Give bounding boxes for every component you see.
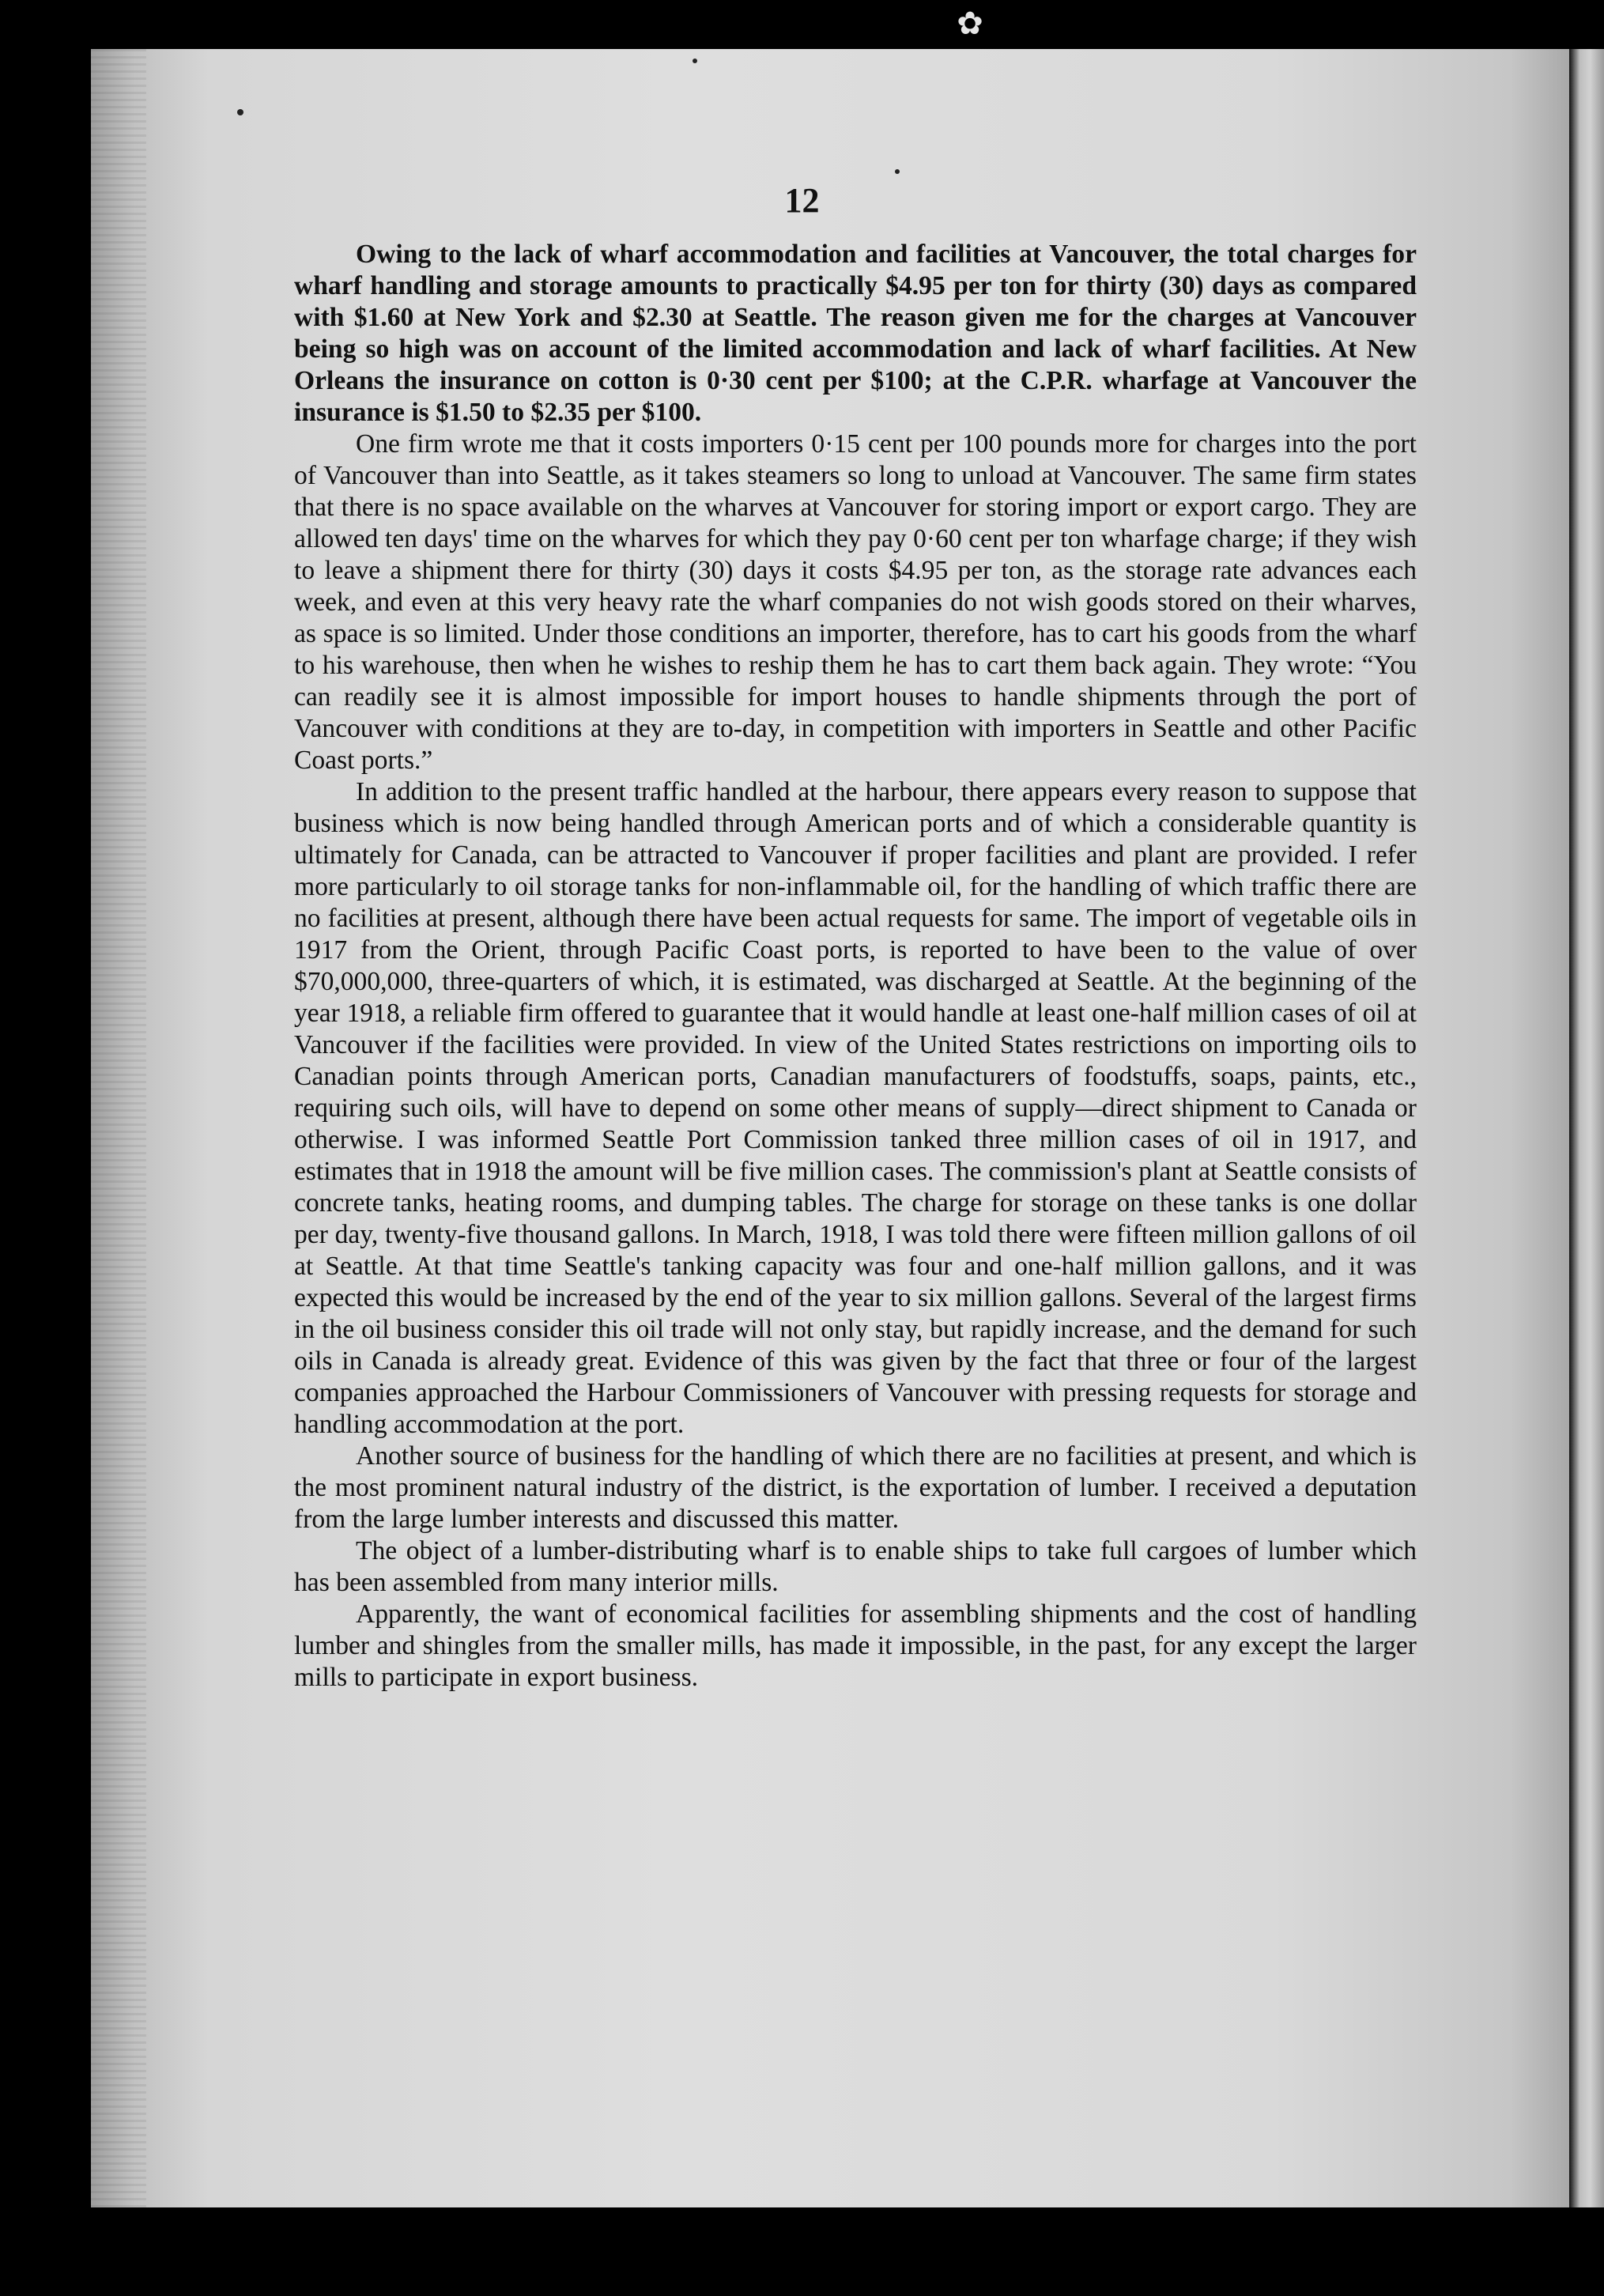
paragraph: Apparently, the want of economical facilities for assembling shipments and the cost of handling lumber and shingles from the smaller mills, has made it impossible, in the past, for any except the larger mills to participate in export business. — [294, 1599, 1417, 1692]
page-number: 12 — [784, 181, 820, 220]
paragraph: Another source of business for the handling of which there are no facilities at present, and which is the most prominent natural industry of the district, is the exportation of lumber. I received a deputation from the large lumber interests and discussed this matter. — [294, 1441, 1417, 1534]
paragraph: The object of a lumber-distributing wharf is to enable ships to take full cargoes of lumber which has been assembled from many interior mills. — [294, 1536, 1417, 1597]
body-text — [294, 239, 1417, 1694]
speck-mark — [693, 59, 697, 63]
scan-mark-icon: ✿ — [957, 6, 983, 42]
paragraph: In addition to the present traffic handled at the harbour, there appears every reason to suppose that business which is now being handled through American ports and of which a considerable quantity is ultimately for Canada, can be attracted to Vancouver if proper facilities and plant are provided. I refer more particularly to oil storage tanks for non-inflammable oil, for the handling of which traffic there are no facilities at present, although there have been actual requests for same. The import of vegetable oils in 1917 from the Orient, through Pacific Coast ports, is reported to have been to the value of over $70,000,000, three-quarters of which, it is estimated, was discharged at Seattle. At the beginning of the year 1918, a reliable firm offered to guarantee that it would handle at least one-half million cases of oil at Vancouver if the facilities were provided. In view of the United States restrictions on importing oils to Canadian points through American ports, Canadian manufacturers of foodstuffs, soaps, paints, etc., requiring such oils, will have to depend on some other means of supply—direct shipment to Canada or otherwise. I was informed Seattle Port Commission tanked three million cases of oil in 1917, and estimates that in 1918 the amount will be five million cases. The commission's plant at Seattle consists of concrete tanks, heating rooms, and dumping tables. The charge for storage on these tanks is one dollar per day, twenty-five thousand gallons. In March, 1918, I was told there were fifteen million gallons of oil at Seattle. At that time Seattle's tanking capacity was four and one-half million gallons, and it was expected this would be increased by the end of the year to six million gallons. Several of the largest firms in the oil business consider this oil trade will not only stay, but rapidly increase, and the demand for such oils in Canada is already great. Evidence of this was given by the fact that three or four of the largest companies approached the Harbour Commissioners of Vancouver with pressing requests for storage and handling accommodation at the port. — [294, 777, 1417, 1439]
paragraph: Owing to the lack of wharf accommodation and facilities at Vancouver, the total charges for wharf handling and storage amounts to practically $4.95 per ton for thirty (30) days as compared with $1.60 at New York and $2.30 at Seattle. The reason given me for the charges at Vancouver being so high was on account of the limited accommodation and lack of wharf facilities. At New Orleans the insurance on cotton is 0·30 cent per $100; at the C.P.R. wharfage at Vancouver the insurance is $1.50 to $2.35 per $100. — [294, 240, 1417, 427]
speck-mark — [237, 109, 243, 115]
speck-mark — [895, 169, 900, 174]
adjacent-page-edge — [1569, 49, 1604, 2207]
paragraph: One firm wrote me that it costs importers 0·15 cent per 100 pounds more for charges into the port of Vancouver than into Seattle, as it takes steamers so long to unload at Vancouver. The same firm states that there is no space available on the wharves at Vancouver for storing import or export cargo. They are allowed ten days' time on the wharves for which they pay 0·60 cent per ton wharfage charge; if they wish to leave a shipment there for thirty (30) days it costs $4.95 per ton, as the storage rate advances each week, and even at this very heavy rate the wharf companies do not wish goods stored on their wharves, as space is so limited. Under those conditions an importer, therefore, has to cart his goods from the wharf to his warehouse, then when he wishes to reship them he has to cart them back again. They wrote: “You can readily see it is almost impossible for import houses to handle shipments through the port of Vancouver with conditions at they are to-day, in competition with importers in Seattle and other Pacific Coast ports.” — [294, 429, 1417, 775]
